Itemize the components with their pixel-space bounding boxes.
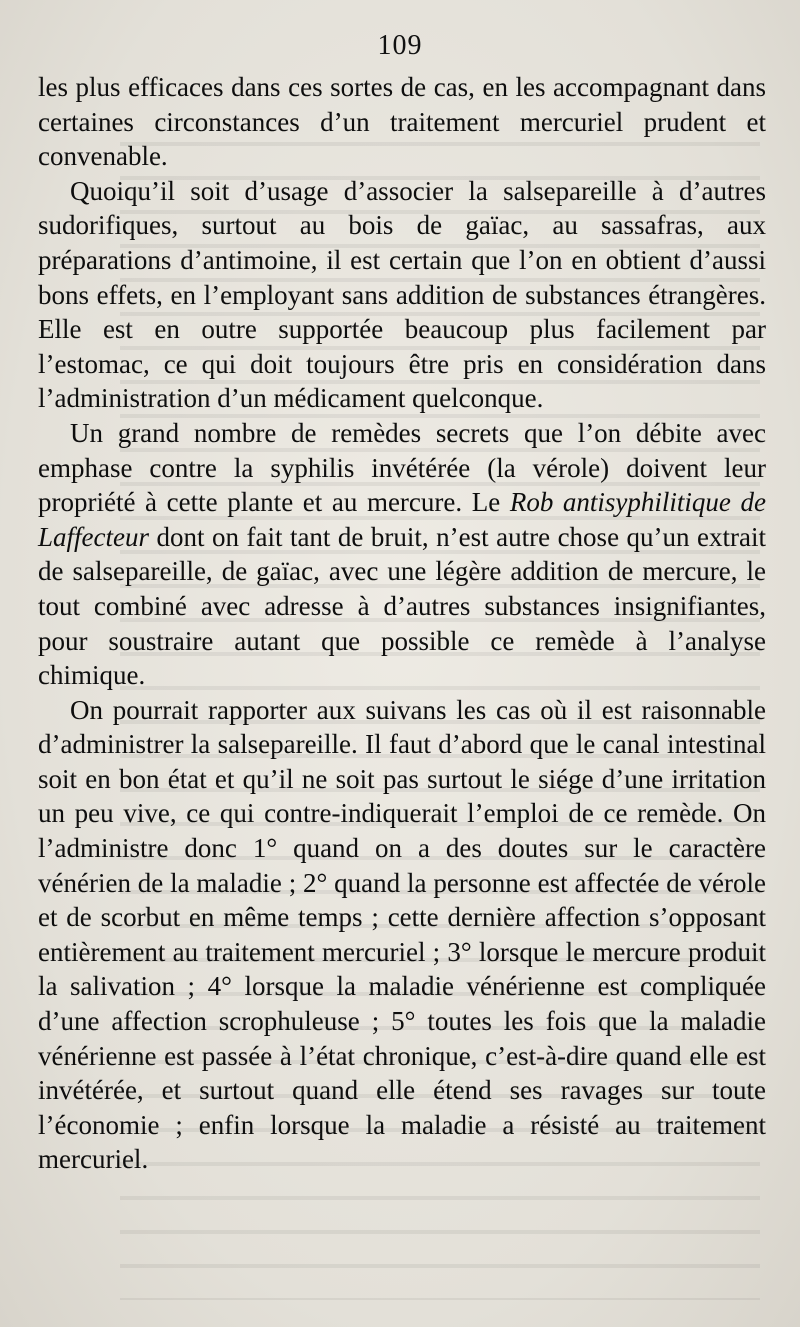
body-text bbox=[38, 70, 766, 1177]
page-number: 109 bbox=[377, 30, 423, 61]
text-segment: Quoiqu’il soit d’usage d’associer la salsepareille à d’autres sudorifiques, surtout au bois de gaïac, au sassafras, aux préparations d’antimoine, il est certain que l’on en obtient d’aussi bons effets, en l’employant sans addition de substances étrangères. Elle est en outre supportée beaucoup plus facilement par l’estomac, ce qui doit toujours être pris en considération dans l’administration d’un médicament quelconque. bbox=[38, 175, 766, 414]
text-segment: les plus efficaces dans ces sortes de cas, en les accompagnant dans certaines circonstances d’un traitement mercuriel prudent et convenable. bbox=[38, 72, 766, 172]
paragraph bbox=[38, 70, 766, 174]
italic-title: Rob antisyphilitique de Laffecteur bbox=[38, 487, 766, 552]
text-segment: Un grand nombre de remèdes secrets que l’on débite avec emphase contre la syphilis invétérée (la vérole) doivent leur propriété à cette plante et au mercure. Le bbox=[38, 417, 766, 518]
text-segment: dont on fait tant de bruit, n’est autre chose qu’un extrait de salsepareille, de gaïac, avec une légère addition de mercure, le tout combiné avec adresse à d’autres substances insignifiantes, pour soustraire autant que possible ce remède à l’analyse chimique. bbox=[38, 521, 766, 691]
text-segment: On pourrait rapporter aux suivans les cas où il est raisonnable d’administrer la salsepareille. Il faut d’abord que le canal intestinal soit en bon état et qu’il ne soit pas surtout le siége d’une irritation un peu vive, ce qui contre-indiquerait l’emploi de ce remède. On l’administre donc 1° quand on a des doutes sur le caractère vénérien de la maladie ; 2° quand la personne est affectée de vérole et de scorbut en même temps ; cette dernière affection s’opposant entièrement au traitement mercuriel ; 3° lorsque le mercure produit la salivation ; 4° lorsque la maladie vénérienne est compliquée d’une affection scrophuleuse ; 5° toutes les fois que la maladie vénérienne est passée à l’état chronique, c’est-à-dire quand elle est invétérée, et surtout quand elle étend ses ravages sur toute l’économie ; enfin lorsque la maladie a résisté au traitement mercuriel. bbox=[38, 694, 766, 1175]
paragraph bbox=[38, 416, 766, 693]
paragraph bbox=[38, 693, 766, 1177]
paragraph bbox=[38, 174, 766, 416]
